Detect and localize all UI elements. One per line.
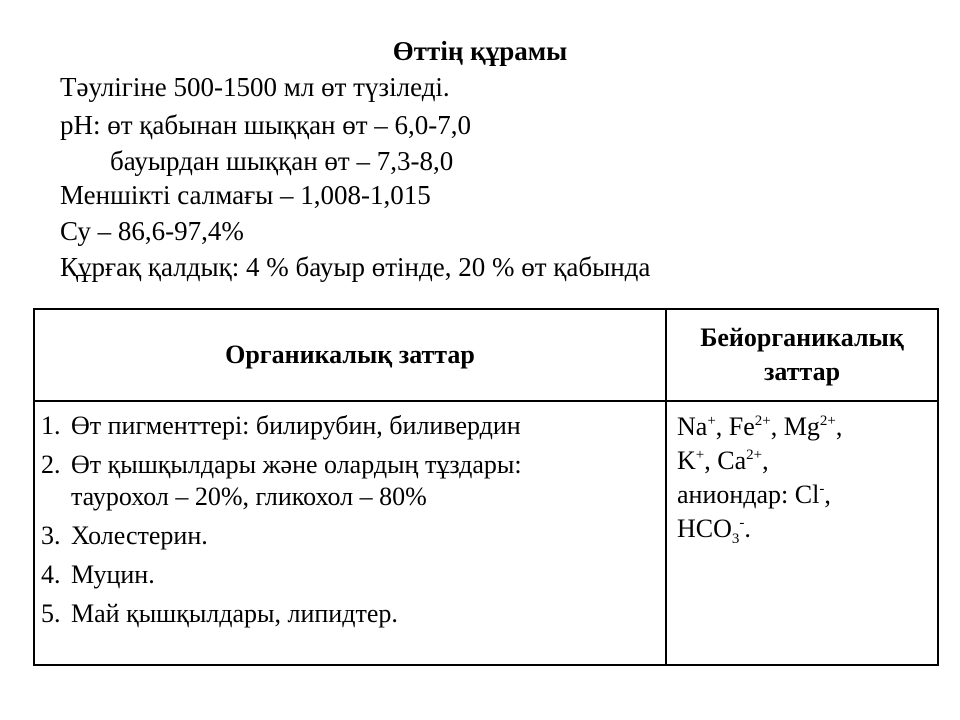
list-item xyxy=(41,559,665,591)
item-number: 2. xyxy=(41,450,61,479)
list-item xyxy=(41,410,665,442)
ion-cl-charge: - xyxy=(819,481,825,497)
composition-table xyxy=(33,308,939,666)
ion-fe-charge: 2+ xyxy=(754,413,771,429)
organic-list xyxy=(35,402,665,630)
inorganic-ions: Na+, $Fe^{2+}$, $Mg^{2+}$, K+, $Ca^{2+}$, аниондар: Cl-, $HCO_3^-$. xyxy=(677,412,843,547)
ion-hco: HCO xyxy=(677,514,732,543)
daily-volume-text: Тәулігіне 500-1500 мл өт түзіледі. xyxy=(60,72,450,102)
ion-mg: Mg xyxy=(783,412,820,441)
list-item xyxy=(41,598,665,630)
item-text: Муцин. xyxy=(71,560,155,589)
density-text: Меншікті салмағы – 1,008-1,015 xyxy=(60,180,431,210)
table-header-row xyxy=(34,309,938,401)
item-number: 3. xyxy=(41,521,61,550)
ion-ca: Ca xyxy=(717,446,747,475)
ion-ca-charge: 2+ xyxy=(746,447,763,463)
ion-na: Na xyxy=(677,412,708,441)
item-number: 1. xyxy=(41,411,61,440)
ion-fe: Fe xyxy=(728,412,755,441)
item-text: Өт пигменттері: билирубин, биливердин xyxy=(71,411,521,440)
ion-hco-subscript: 3 xyxy=(731,531,740,547)
table-row xyxy=(34,401,938,665)
item-text: Май қышқылдары, липидтер. xyxy=(71,599,398,628)
item-number: 4. xyxy=(41,560,61,589)
anions-label: аниондар: Cl xyxy=(677,480,820,509)
ion-hco-charge: - xyxy=(739,515,745,531)
list-item xyxy=(41,449,665,513)
water-text: Су – 86,6-97,4% xyxy=(60,216,244,246)
item-text: Холестерин. xyxy=(71,521,208,550)
ph-gallbladder-text: pH: өт қабынан шыққан өт – 6,0-7,0 xyxy=(60,110,472,140)
ion-k-charge: + xyxy=(695,447,705,463)
ion-k: K xyxy=(677,446,696,475)
inorganic-cell xyxy=(666,401,938,665)
item-number: 5. xyxy=(41,599,61,628)
inorganic-header: Бейорганикалық заттар xyxy=(666,309,938,401)
ion-mg-charge: 2+ xyxy=(819,413,836,429)
item-text: Өт қышқылдары және олардың тұздары: таурохол – 20%, гликохол – 80% xyxy=(71,450,522,511)
dry-residue-text: Құрғақ қалдық: 4 % бауыр өтінде, 20 % өт қабында xyxy=(60,252,651,282)
organic-header: Органикалық заттар xyxy=(34,309,666,401)
list-item xyxy=(41,520,665,552)
page-title: Өттің құрамы xyxy=(392,36,568,66)
organic-cell xyxy=(34,401,666,665)
ion-na-charge: + xyxy=(707,413,716,429)
ph-liver-text: бауырдан шыққан өт – 7,3-8,0 xyxy=(110,146,454,176)
